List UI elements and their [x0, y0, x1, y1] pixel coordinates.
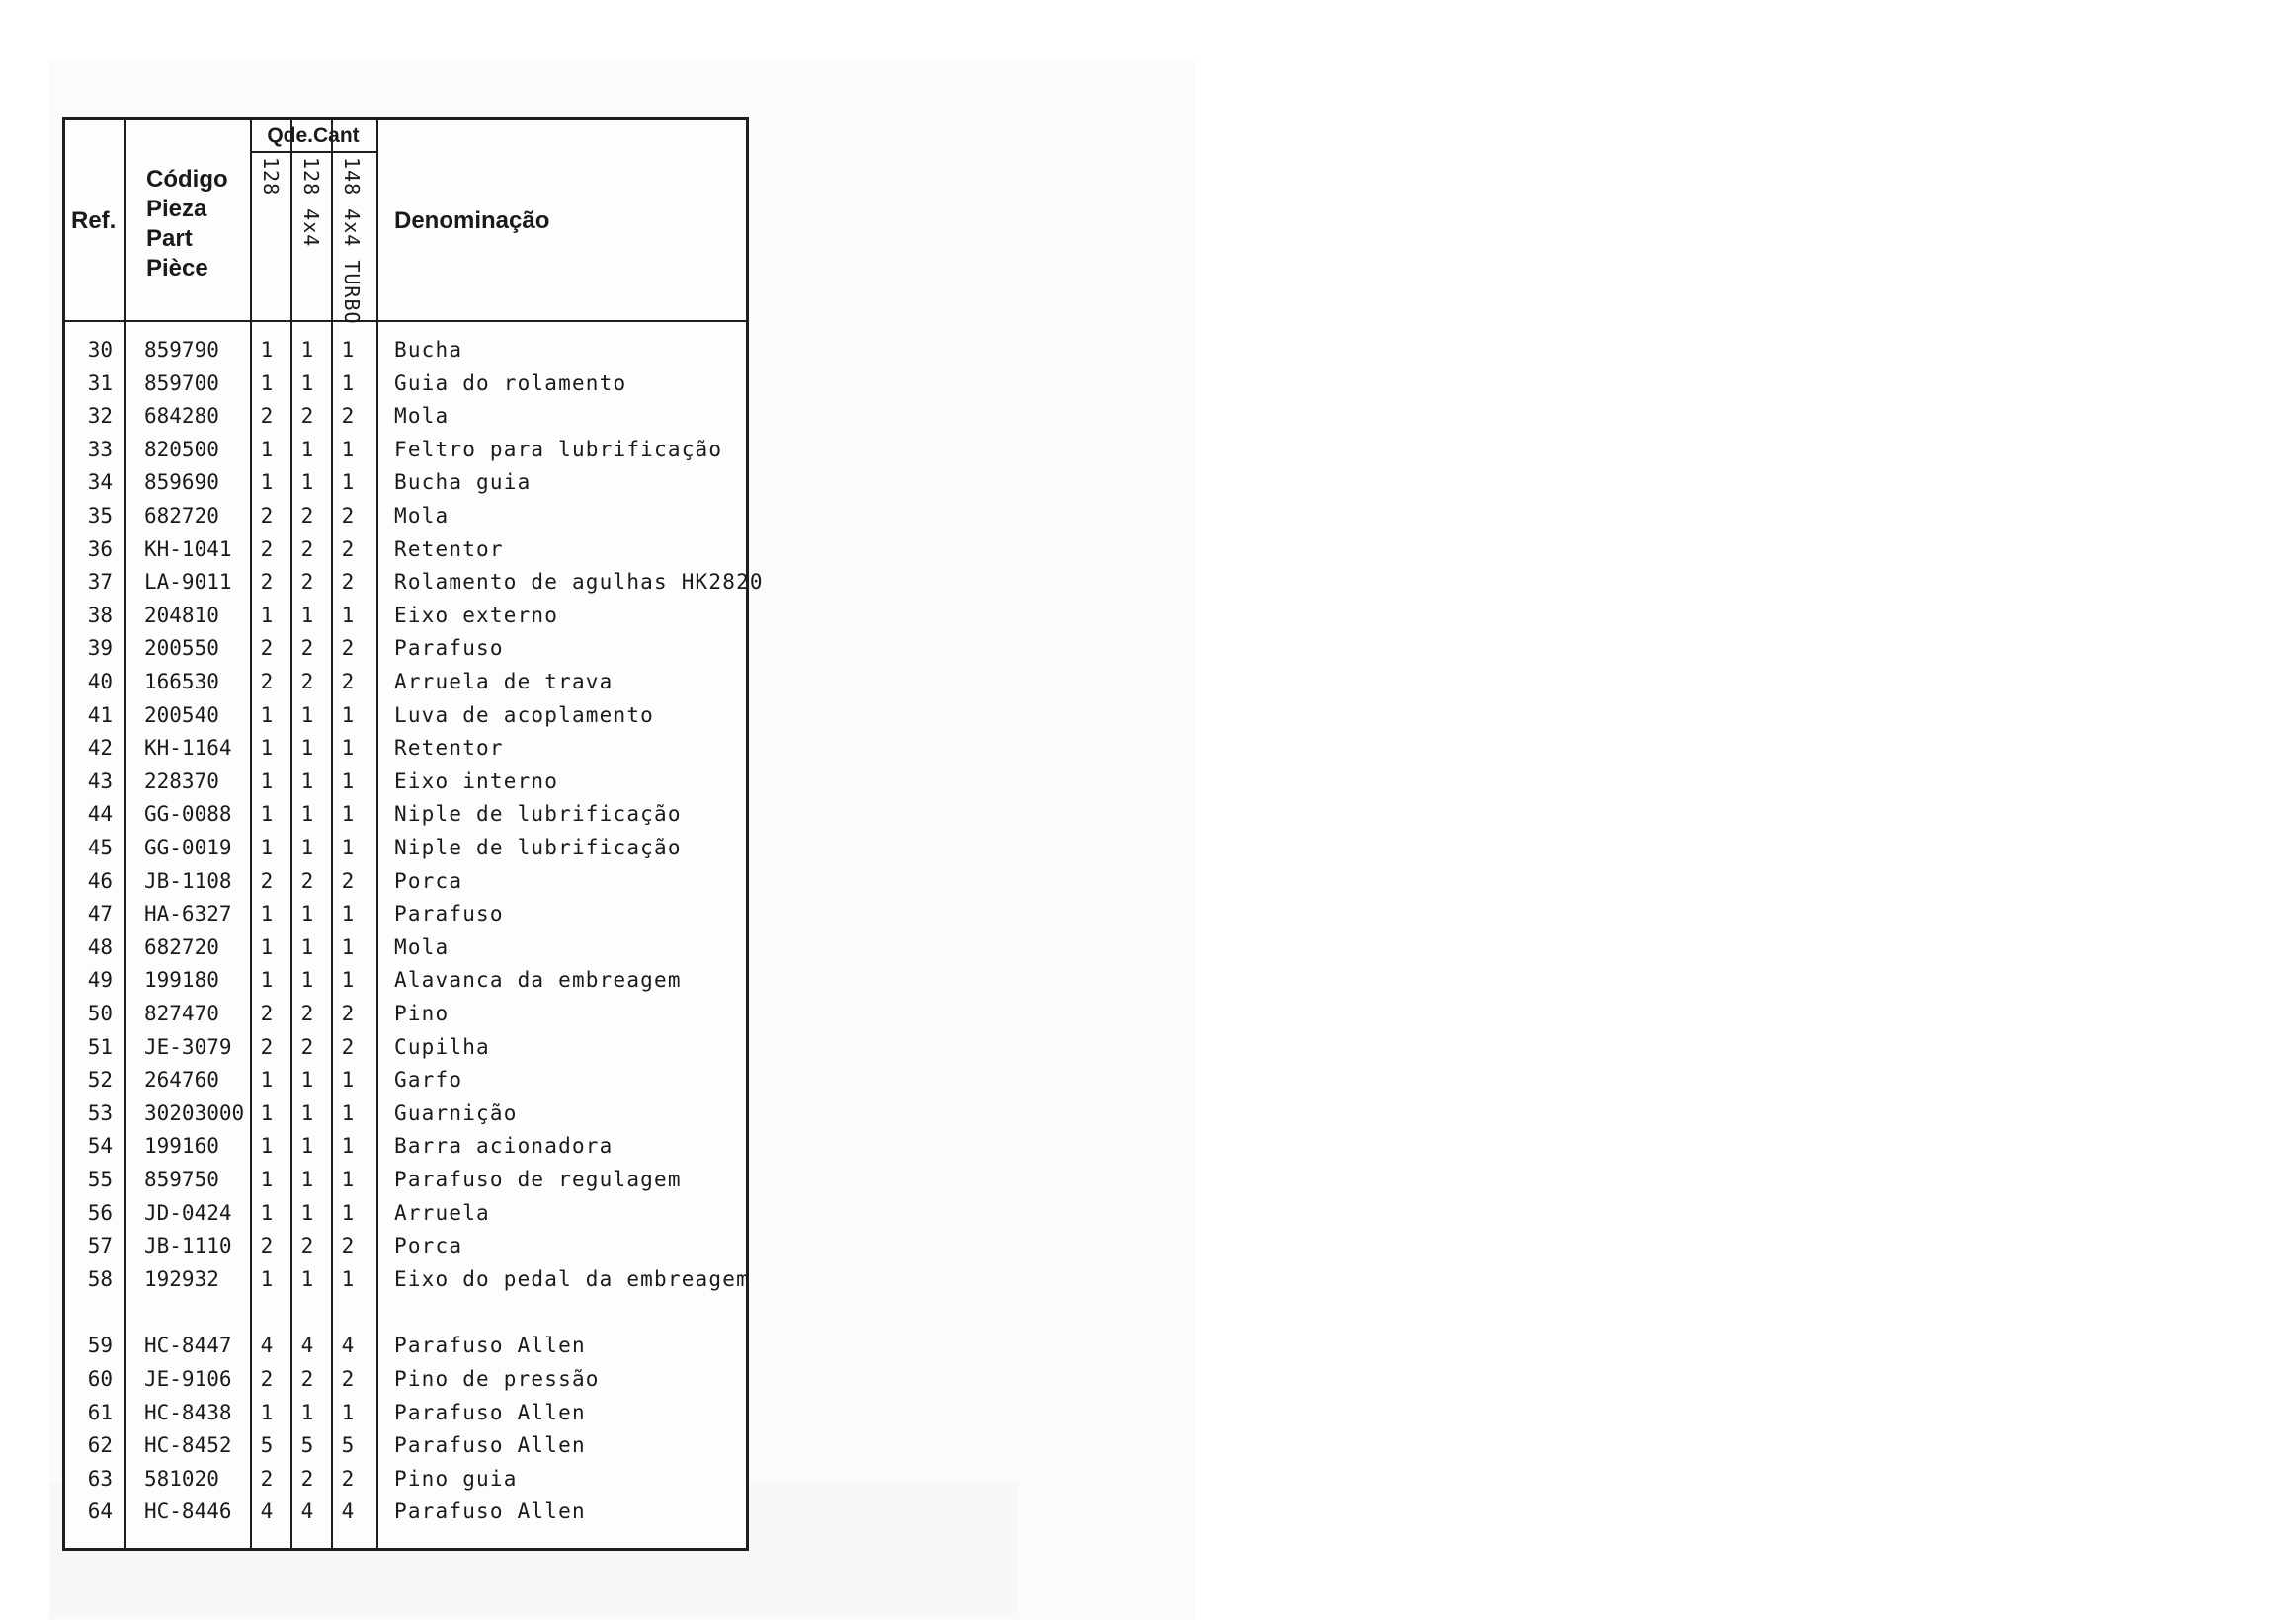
- qty-128-cell: 1: [260, 702, 274, 727]
- denomination-cell: Eixo do pedal da embreagem: [394, 1266, 750, 1291]
- denomination-cell: Pino: [394, 1002, 450, 1025]
- qty-148-turbo-cell: 1: [341, 934, 355, 959]
- denomination-cell: Cupilha: [394, 1034, 490, 1059]
- qty-128-cell: 2: [260, 504, 274, 527]
- qty-128-4x4-cell: 1: [300, 702, 314, 727]
- code-cell: 820500: [144, 437, 219, 461]
- qty-148-turbo-cell: 1: [341, 1200, 355, 1225]
- qty-128-cell: 2: [260, 1034, 274, 1059]
- qty-128-4x4-cell: 1: [300, 934, 314, 959]
- code-cell: HC-8452: [144, 1433, 232, 1458]
- qty-128-4x4-cell: 2: [300, 636, 314, 661]
- qty-128-cell: 1: [260, 1068, 274, 1093]
- denomination-cell: Parafuso Allen: [394, 1499, 586, 1524]
- denomination-cell: Parafuso: [394, 902, 504, 927]
- qty-148-turbo-cell: 2: [341, 1466, 355, 1491]
- code-cell: JE-9106: [144, 1367, 232, 1391]
- qty-128-4x4-cell: 2: [300, 570, 314, 595]
- denomination-cell: Parafuso de regulagem: [394, 1168, 682, 1191]
- qty-148-turbo-cell: 1: [341, 769, 355, 793]
- denomination-cell: Mola: [394, 934, 450, 959]
- ref-cell: 64: [87, 1499, 113, 1524]
- qty-128-cell: 2: [260, 636, 274, 661]
- qty-148-turbo-cell: 2: [341, 868, 355, 893]
- qty-148-turbo-cell: 2: [341, 1034, 355, 1059]
- qty-128-4x4-cell: 2: [300, 1466, 314, 1491]
- qty-128-4x4-cell: 1: [300, 836, 314, 859]
- denomination-cell: Retentor: [394, 536, 504, 561]
- qty-128-cell: 1: [260, 338, 274, 362]
- code-cell: 859700: [144, 370, 219, 395]
- table-row: [65, 1364, 749, 1394]
- ref-cell: 45: [87, 836, 113, 859]
- ref-cell: 61: [87, 1400, 113, 1424]
- table-row: [65, 1264, 749, 1294]
- denomination-cell: Mola: [394, 504, 450, 527]
- qty-128-4x4-cell: 1: [300, 370, 314, 395]
- qty-148-turbo-cell: 1: [341, 702, 355, 727]
- denomination-cell: Parafuso Allen: [394, 1400, 586, 1424]
- table-row: [65, 700, 749, 730]
- qty-148-turbo-cell: 2: [341, 1234, 355, 1258]
- table-row: [65, 1098, 749, 1128]
- table-row: [65, 467, 749, 497]
- qty-148-turbo-cell: 5: [341, 1433, 355, 1458]
- qty-128-4x4-cell: 1: [300, 968, 314, 993]
- table-row: [65, 335, 749, 364]
- qty-148-turbo-cell: 2: [341, 670, 355, 693]
- ref-cell: 36: [87, 536, 113, 561]
- denomination-cell: Retentor: [394, 736, 504, 761]
- ref-cell: 63: [87, 1466, 113, 1491]
- code-cell: JE-3079: [144, 1034, 232, 1059]
- qty-128-4x4-cell: 2: [300, 504, 314, 527]
- qty-128-4x4-cell: 1: [300, 1134, 314, 1159]
- code-cell: KH-1041: [144, 536, 232, 561]
- table-row: [65, 833, 749, 862]
- table-row: [65, 534, 749, 564]
- code-cell: 199180: [144, 968, 219, 993]
- table-row: [65, 866, 749, 896]
- ref-cell: 53: [87, 1100, 113, 1125]
- header-qty-128: 128: [259, 157, 283, 197]
- ref-cell: 62: [87, 1433, 113, 1458]
- qty-128-cell: 1: [260, 470, 274, 495]
- code-cell: KH-1164: [144, 736, 232, 761]
- qty-148-turbo-cell: 2: [341, 404, 355, 429]
- table-row: [65, 965, 749, 995]
- qty-128-cell: 1: [260, 1200, 274, 1225]
- qty-128-4x4-cell: 4: [300, 1334, 314, 1358]
- qty-128-4x4-cell: 1: [300, 470, 314, 495]
- qty-148-turbo-cell: 1: [341, 1100, 355, 1125]
- table-row: [65, 1430, 749, 1460]
- ref-cell: 44: [87, 802, 113, 827]
- qty-128-cell: 2: [260, 570, 274, 595]
- header-code-pt: Código: [146, 166, 228, 193]
- qty-148-turbo-cell: 2: [341, 570, 355, 595]
- code-cell: GG-0019: [144, 836, 232, 859]
- denomination-cell: Feltro para lubrificação: [394, 437, 723, 461]
- table-row: [65, 1398, 749, 1427]
- qty-148-turbo-cell: 2: [341, 1367, 355, 1391]
- qty-128-4x4-cell: 1: [300, 1266, 314, 1291]
- qty-148-turbo-cell: 2: [341, 1002, 355, 1025]
- code-cell: 827470: [144, 1002, 219, 1025]
- denomination-cell: Parafuso Allen: [394, 1334, 586, 1358]
- qty-148-turbo-cell: 4: [341, 1499, 355, 1524]
- table-row: [65, 999, 749, 1028]
- qty-128-4x4-cell: 2: [300, 536, 314, 561]
- table-row: [65, 567, 764, 597]
- code-cell: JB-1110: [144, 1234, 232, 1258]
- table-row: [65, 435, 749, 464]
- ref-cell: 48: [87, 934, 113, 959]
- ref-cell: 58: [87, 1266, 113, 1291]
- table-row: [65, 1331, 749, 1360]
- header-rule: [65, 320, 746, 322]
- denomination-cell: Alavanca da embreagem: [394, 968, 682, 993]
- code-cell: 199160: [144, 1134, 219, 1159]
- code-cell: HA-6327: [144, 902, 232, 927]
- table-row: [65, 368, 749, 398]
- table-row: [65, 1165, 749, 1194]
- qty-128-cell: 2: [260, 1367, 274, 1391]
- table-row: [65, 799, 749, 829]
- ref-cell: 30: [87, 338, 113, 362]
- denomination-cell: Niple de lubrificação: [394, 802, 682, 827]
- qty-148-turbo-cell: 1: [341, 1266, 355, 1291]
- denomination-cell: Niple de lubrificação: [394, 836, 682, 859]
- ref-cell: 46: [87, 868, 113, 893]
- denomination-cell: Arruela de trava: [394, 670, 614, 693]
- qty-148-turbo-cell: 1: [341, 802, 355, 827]
- table-row: [65, 401, 749, 431]
- ref-cell: 33: [87, 437, 113, 461]
- qty-128-cell: 4: [260, 1334, 274, 1358]
- qty-128-4x4-cell: 1: [300, 603, 314, 627]
- ref-cell: 41: [87, 702, 113, 727]
- qty-148-turbo-cell: 1: [341, 902, 355, 927]
- denomination-cell: Parafuso: [394, 636, 504, 661]
- header-qty-128-4x4: 128 4x4: [299, 157, 323, 248]
- ref-cell: 42: [87, 736, 113, 761]
- qty-128-4x4-cell: 5: [300, 1433, 314, 1458]
- ref-cell: 40: [87, 670, 113, 693]
- qty-148-turbo-cell: 1: [341, 1134, 355, 1159]
- qty-128-cell: 1: [260, 769, 274, 793]
- qty-128-cell: 1: [260, 370, 274, 395]
- ref-cell: 49: [87, 968, 113, 993]
- ref-cell: 39: [87, 636, 113, 661]
- qty-148-turbo-cell: 1: [341, 370, 355, 395]
- ref-cell: 43: [87, 769, 113, 793]
- ref-cell: 37: [87, 570, 113, 595]
- denomination-cell: Guarnição: [394, 1100, 518, 1125]
- qty-128-4x4-cell: 4: [300, 1499, 314, 1524]
- qty-148-turbo-cell: 1: [341, 437, 355, 461]
- header-ref: Ref.: [71, 207, 117, 234]
- qty-128-cell: 4: [260, 1499, 274, 1524]
- qty-128-cell: 2: [260, 1466, 274, 1491]
- qty-128-4x4-cell: 1: [300, 1100, 314, 1125]
- qty-148-turbo-cell: 2: [341, 536, 355, 561]
- qty-128-cell: 1: [260, 437, 274, 461]
- qty-148-turbo-cell: 1: [341, 836, 355, 859]
- qty-128-cell: 1: [260, 802, 274, 827]
- parts-table: [62, 117, 764, 1551]
- denomination-cell: Luva de acoplamento: [394, 702, 655, 727]
- denomination-cell: Parafuso Allen: [394, 1433, 586, 1458]
- code-cell: JB-1108: [144, 868, 232, 893]
- header-code-fr: Pièce: [146, 255, 208, 282]
- table-row: [65, 667, 749, 696]
- code-cell: 682720: [144, 504, 219, 527]
- ref-cell: 51: [87, 1034, 113, 1059]
- ref-cell: 50: [87, 1002, 113, 1025]
- code-cell: 264760: [144, 1068, 219, 1093]
- qty-128-cell: 2: [260, 868, 274, 893]
- qty-128-cell: 1: [260, 736, 274, 761]
- ref-cell: 32: [87, 404, 113, 429]
- qty-128-cell: 1: [260, 968, 274, 993]
- table-row: [65, 501, 749, 530]
- table-row: [65, 633, 749, 663]
- qty-148-turbo-cell: 1: [341, 1168, 355, 1191]
- table-row: [65, 601, 749, 630]
- qty-148-turbo-cell: 1: [341, 338, 355, 362]
- code-cell: HC-8447: [144, 1334, 232, 1358]
- qty-128-cell: 1: [260, 836, 274, 859]
- qty-128-cell: 2: [260, 404, 274, 429]
- denomination-cell: Barra acionadora: [394, 1134, 614, 1159]
- qty-128-4x4-cell: 1: [300, 1200, 314, 1225]
- denomination-cell: Porca: [394, 868, 463, 893]
- ref-cell: 52: [87, 1068, 113, 1093]
- ref-cell: 34: [87, 470, 113, 495]
- qty-148-turbo-cell: 2: [341, 504, 355, 527]
- qty-128-cell: 2: [260, 670, 274, 693]
- qty-128-4x4-cell: 1: [300, 1168, 314, 1191]
- header-qty-148-turbo: 148 4x4 TURBO: [340, 157, 364, 325]
- ref-cell: 35: [87, 504, 113, 527]
- qty-128-cell: 1: [260, 1134, 274, 1159]
- qty-128-4x4-cell: 2: [300, 1002, 314, 1025]
- header-qty-group: Qde.Cant: [267, 124, 360, 147]
- ref-cell: 38: [87, 603, 113, 627]
- qty-group-rule: [250, 151, 376, 153]
- table-row: [65, 899, 749, 929]
- qty-128-cell: 1: [260, 1400, 274, 1424]
- code-cell: 228370: [144, 769, 219, 793]
- code-cell: 859690: [144, 470, 219, 495]
- code-cell: GG-0088: [144, 802, 232, 827]
- qty-128-cell: 1: [260, 934, 274, 959]
- code-cell: 200540: [144, 702, 219, 727]
- qty-128-4x4-cell: 2: [300, 1034, 314, 1059]
- code-cell: HC-8446: [144, 1499, 232, 1524]
- code-cell: LA-9011: [144, 570, 232, 595]
- code-cell: 682720: [144, 934, 219, 959]
- denomination-cell: Pino de pressão: [394, 1367, 600, 1391]
- table-row: [65, 1198, 749, 1228]
- table-row: [65, 1497, 749, 1526]
- code-cell: 581020: [144, 1466, 219, 1491]
- ref-cell: 31: [87, 370, 113, 395]
- ref-cell: 54: [87, 1134, 113, 1159]
- qty-128-4x4-cell: 1: [300, 338, 314, 362]
- code-cell: 192932: [144, 1266, 219, 1291]
- code-cell: 859750: [144, 1168, 219, 1191]
- ref-cell: 55: [87, 1168, 113, 1191]
- qty-128-4x4-cell: 2: [300, 1234, 314, 1258]
- qty-128-4x4-cell: 2: [300, 868, 314, 893]
- qty-128-4x4-cell: 1: [300, 736, 314, 761]
- qty-128-4x4-cell: 1: [300, 769, 314, 793]
- denomination-cell: Arruela: [394, 1200, 490, 1225]
- denomination-cell: Bucha: [394, 338, 463, 362]
- denomination-cell: Garfo: [394, 1068, 463, 1093]
- code-cell: 684280: [144, 404, 219, 429]
- code-cell: 200550: [144, 636, 219, 661]
- qty-128-4x4-cell: 2: [300, 404, 314, 429]
- code-cell: 30203000: [144, 1100, 245, 1125]
- qty-128-cell: 1: [260, 1100, 274, 1125]
- denomination-cell: Bucha guia: [394, 470, 532, 495]
- qty-128-cell: 2: [260, 1002, 274, 1025]
- code-cell: JD-0424: [144, 1200, 232, 1225]
- code-cell: 204810: [144, 603, 219, 627]
- qty-128-cell: 5: [260, 1433, 274, 1458]
- qty-128-cell: 1: [260, 1168, 274, 1191]
- table-row: [65, 1131, 749, 1161]
- denomination-cell: Eixo interno: [394, 769, 559, 793]
- qty-148-turbo-cell: 1: [341, 603, 355, 627]
- qty-128-4x4-cell: 1: [300, 1400, 314, 1424]
- code-cell: HC-8438: [144, 1400, 232, 1424]
- denomination-cell: Guia do rolamento: [394, 370, 627, 395]
- code-cell: 859790: [144, 338, 219, 362]
- qty-128-cell: 2: [260, 536, 274, 561]
- qty-148-turbo-cell: 1: [341, 470, 355, 495]
- table-row: [65, 1464, 749, 1494]
- ref-cell: 47: [87, 902, 113, 927]
- qty-128-4x4-cell: 1: [300, 802, 314, 827]
- denomination-cell: Pino guia: [394, 1466, 518, 1491]
- header-code-en: Part: [146, 225, 193, 252]
- qty-128-cell: 1: [260, 603, 274, 627]
- qty-128-cell: 1: [260, 1266, 274, 1291]
- ref-cell: 56: [87, 1200, 113, 1225]
- qty-128-cell: 1: [260, 902, 274, 927]
- table-row: [65, 1032, 749, 1062]
- table-row: [65, 767, 749, 796]
- denomination-cell: Eixo externo: [394, 603, 559, 627]
- qty-128-4x4-cell: 1: [300, 902, 314, 927]
- qty-148-turbo-cell: 1: [341, 1400, 355, 1424]
- ref-cell: 57: [87, 1234, 113, 1258]
- denomination-cell: Porca: [394, 1234, 463, 1258]
- qty-128-4x4-cell: 2: [300, 670, 314, 693]
- qty-148-turbo-cell: 1: [341, 1068, 355, 1093]
- table-row: [65, 932, 749, 962]
- table-row: [65, 733, 749, 763]
- qty-128-cell: 2: [260, 1234, 274, 1258]
- qty-148-turbo-cell: 4: [341, 1334, 355, 1358]
- qty-128-4x4-cell: 1: [300, 437, 314, 461]
- denomination-cell: Rolamento de agulhas HK2820: [394, 570, 764, 595]
- table-row: [65, 1231, 749, 1260]
- table-row: [65, 1065, 749, 1094]
- header-denomination: Denominação: [394, 207, 550, 234]
- ref-cell: 59: [87, 1334, 113, 1358]
- header-code-es: Pieza: [146, 196, 207, 222]
- ref-cell: 60: [87, 1367, 113, 1391]
- qty-148-turbo-cell: 1: [341, 968, 355, 993]
- qty-128-4x4-cell: 1: [300, 1068, 314, 1093]
- qty-148-turbo-cell: 2: [341, 636, 355, 661]
- code-cell: 166530: [144, 670, 219, 693]
- qty-128-4x4-cell: 2: [300, 1367, 314, 1391]
- qty-148-turbo-cell: 1: [341, 736, 355, 761]
- denomination-cell: Mola: [394, 404, 450, 429]
